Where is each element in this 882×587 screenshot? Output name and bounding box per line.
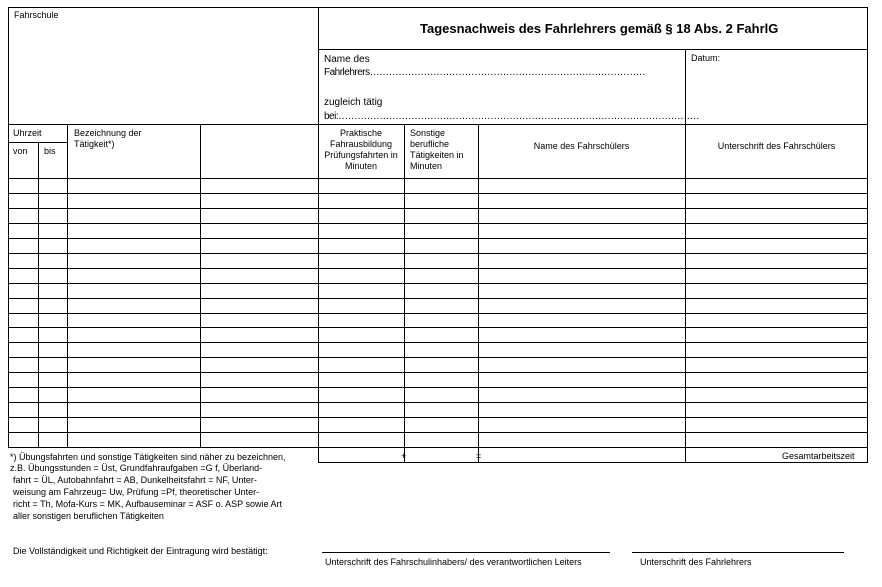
col-student-signature: Unterschrift des Fahrschülers: [717, 141, 836, 151]
footnote-line: *) Übungsfahrten und sonstige Tätigkeiten sind näher zu bezeichnen,: [10, 452, 286, 462]
col-student-name: Name des Fahrschülers: [533, 141, 630, 151]
instructor-signature-label: Unterschrift des Fahrlehrers: [640, 557, 752, 567]
col-from: von: [13, 146, 28, 156]
table-row[interactable]: [8, 357, 868, 358]
plus-sign: +: [401, 451, 407, 461]
table-row[interactable]: [8, 417, 868, 418]
table-row[interactable]: [8, 342, 868, 343]
table-row[interactable]: [8, 238, 868, 239]
page-title: Tagesnachweis des Fahrlehrers gemäß § 18 Abs. 2 FahrlG: [420, 21, 779, 36]
footnote-line: weisung am Fahrzeug= Uw, Prüfung =Pf, theoretischer Unter-: [13, 487, 260, 497]
table-row[interactable]: [8, 313, 868, 314]
col-time: Uhrzeit: [13, 128, 42, 138]
owner-signature-label: Unterschrift des Fahrschulinhabers/ des verantwortlichen Leiters: [325, 557, 582, 567]
table-row[interactable]: [8, 402, 868, 403]
table-row[interactable]: [8, 372, 868, 373]
footnote-line: fahrt = ÜL, Autobahnfahrt = AB, Dunkelheitsfahrt = NF, Unter-: [13, 475, 257, 485]
instructor-signature-line[interactable]: [632, 552, 844, 553]
table-row[interactable]: [8, 283, 868, 284]
table-row[interactable]: [8, 208, 868, 209]
table-row[interactable]: [8, 327, 868, 328]
total-label: Gesamtarbeitszeit: [782, 451, 855, 461]
instructor-name-field[interactable]: Fahrlehrers……………………………………………………………………………: [324, 67, 646, 78]
instructor-name-label-1: Name des: [324, 54, 370, 65]
table-row[interactable]: [8, 193, 868, 194]
col-other: Sonstige berufliche Tätigkeiten in Minuten: [410, 128, 464, 171]
confirmation-text: Die Vollständigkeit und Richtigkeit der Eintragung wird bestätigt:: [13, 546, 268, 556]
table-row[interactable]: [8, 253, 868, 254]
footnote-line: z.B. Übungsstunden = Üst, Grundfahraufgaben =G f, Überland-: [10, 463, 263, 473]
also-active-field[interactable]: bei:……………………………………………………………………………………………………: [324, 111, 700, 122]
owner-signature-line[interactable]: [322, 552, 610, 553]
equals-sign: =: [476, 451, 482, 461]
table-row[interactable]: [8, 298, 868, 299]
table-row[interactable]: [8, 268, 868, 269]
col-activity: Bezeichnung der Tätigkeit*): [74, 128, 142, 149]
school-label: Fahrschule: [14, 10, 59, 20]
table-row[interactable]: [8, 223, 868, 224]
col-to: bis: [44, 146, 56, 156]
footnote-line: aller sonstigen beruflichen Tätigkeiten: [13, 511, 164, 521]
also-active-label-1: zugleich tätig: [324, 97, 383, 108]
table-row[interactable]: [8, 387, 868, 388]
table-row[interactable]: [8, 432, 868, 433]
footnote-line: richt = Th, Mofa-Kurs = MK, Aufbauseminar = ASF o. ASP sowie Art: [13, 499, 283, 509]
col-practical: Praktische Fahrausbildung Prüfungsfahrten in Minuten: [324, 128, 398, 171]
date-field[interactable]: Datum:: [691, 53, 721, 63]
